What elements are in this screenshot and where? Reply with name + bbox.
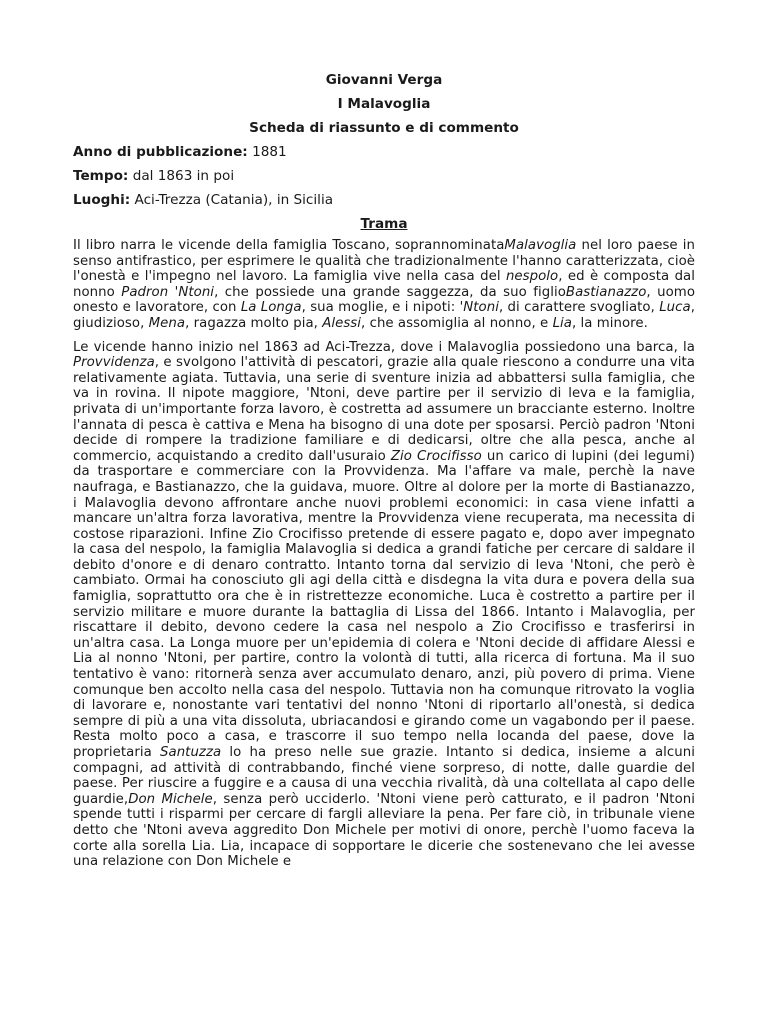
text-run: , ed è composta dal nonno [73, 269, 696, 300]
text-run: Il libro narra le vicende della famiglia Toscano, soprannominata [73, 238, 505, 253]
meta-label: Tempo: [73, 168, 129, 184]
document-subtitle: Scheda di riassunto e di commento [249, 120, 519, 136]
author-name: Giovanni Verga [325, 72, 443, 88]
text-run: , uomo onesto e lavoratore, con [73, 284, 695, 316]
italic-name: Santuzza [160, 745, 222, 760]
italic-name: Alessi [322, 315, 362, 331]
text-run: , che assomiglia al nonno, e [361, 315, 553, 331]
italic-name: Lia [552, 315, 572, 331]
meta-publication-year [73, 140, 695, 164]
italic-name: Bastianazzo [565, 284, 647, 300]
italic-name: Luca [659, 300, 691, 316]
text-run: Le vicende hanno inizio nel 1863 ad Aci-Trezza, dove i Malavoglia possiedono una barca, la [73, 339, 695, 355]
italic-name: nespolo [505, 269, 559, 285]
text-run: , che possiede una grande saggezza, da suo figlio [214, 284, 566, 300]
plot-paragraph [73, 340, 695, 870]
text-run: , e svolgono l'attività di pescatori, grazie alla quale riescono a condurre una vita relativamente agiata. Tuttavia, una serie di sventure inizia ad abbattersi sulla famiglia, che va in rovina. Il nipote maggiore, 'Ntoni, deve partire per il servizio di leva e la famiglia, privata di un'importante forza lavoro, è costretta ad assumere un bracciante esterno. Inoltre l'annata di pesca è cattiva e Mena ha bisogno di una dote per sposarsi. Perciò padron 'Ntoni decide di rompere la tradizione familiare e di dedicarsi, oltre che alla pesca, anche al commercio, acquistando a credito dall'usuraio [73, 355, 695, 464]
italic-name: Provvidenza [73, 355, 155, 371]
italic-name: 'Ntoni [459, 300, 499, 316]
book-title: I Malavoglia [337, 96, 431, 112]
meta-label: Anno di pubblicazione: [73, 144, 248, 160]
text-run: , ragazza molto pia, [185, 315, 323, 331]
italic-name: Mena [148, 315, 186, 331]
text-run: lo ha preso nelle sue grazie. Intanto si dedica, insieme a alcuni compagni, ad attività di contrabbando, finché viene sorpreso, di notte, dalle guardie del paese. Per riuscire a fuggire e a causa di una vecchia rivalità, dà una coltellata al capo delle guardie, [73, 745, 695, 807]
section-title-trama: Trama [360, 216, 408, 232]
meta-label: Luoghi: [73, 192, 131, 208]
meta-time [73, 164, 695, 188]
italic-name: La Longa [240, 300, 302, 316]
meta-places [73, 188, 695, 212]
text-run: , giudizioso, [73, 300, 695, 331]
italic-name: Zio Crocifisso [390, 448, 482, 464]
text-run: , sua moglie, e i nipoti: [301, 300, 460, 316]
plot-paragraph [73, 238, 695, 332]
italic-name: Padron 'Ntoni [121, 284, 215, 300]
meta-value: Aci-Trezza (Catania), in Sicilia [134, 192, 334, 208]
plot-body [73, 238, 695, 870]
text-run: un carico di lupini (dei legumi) da trasportare e commerciare con la Provvidenza. Ma l'affare va male, perchè la nave naufraga, e Bastianazzo, che la guidava, muore. Oltre al dolore per la morte di Bastianazzo, i Malavoglia devono affrontare anche nuovi problemi economici: in casa viene infatti a mancare un'altra forza lavorativa, mentre la Provvidenza viene recuperata, ma necessita di costose riparazioni. Infine Zio Crocifisso pretende di essere pagato e, dopo aver impegnato la casa del nespolo, la famiglia Malavoglia si dedica a grandi fatiche per cercare di saldare il debito d'onore e di denaro contratto. Intanto torna dal servizio di leva 'Ntoni, che però è cambiato. Ormai ha conosciuto gli agi della città e disdegna la vita dura e povera della sua famiglia, soprattutto ora che è in ristrettezze economiche. Luca è costretto a partire per il servizio militare e muore durante la battaglia di Lissa del 1866. Intanto i Malavoglia, per riscattare il debito, devono cedere la casa nel nespolo a Zio Crocifisso e trasferirsi in un'altra casa. La Longa muore per un'epidemia di colera e 'Ntoni decide di affidare Alessi e Lia al nonno 'Ntoni, per partire, contro la volontà di tutti, alla ricerca di fortuna. Ma il suo tentativo è vano: ritornerà senza aver accumulato denaro, anzi, più povero di prima. Viene comunque ben accolto nella casa del nespolo. Tuttavia non ha comunque ritrovato la voglia di lavorare e, nonostante vari tentativi del nonno 'Ntoni di riportarlo all'onestà, si dedica sempre di più a una vita dissoluta, ubriacandosi e girando come un vagabondo per il paese. Resta molto poco a casa, e trascorre il suo tempo nella locanda del paese, dove la proprietaria [73, 448, 696, 760]
meta-value: 1881 [252, 144, 287, 160]
text-run: nel loro paese in senso antifrastico, per esprimere le qualità che tradizionalmente l'hanno caratterizzata, cioè l'onestà e l'impegno nel lavoro. La famiglia vive nella casa del [73, 238, 696, 285]
italic-name: Malavoglia [504, 238, 577, 253]
italic-name: Don Michele [128, 791, 213, 807]
text-run: , di carattere svogliato, [498, 300, 660, 316]
text-run: , senza però ucciderlo. 'Ntoni viene però catturato, e il padron 'Ntoni spende tutti i risparmi per cercare di fargli alleviare la pena. Per fare ciò, in tribunale viene detto che 'Ntoni aveva aggredito Don Michele per motivi di onore, perchè l'uomo faceva la corte alla sorella Lia. Lia, incapace di sopportare le dicerie che sostenevano che lei avesse una relazione con Don Michele e [73, 791, 695, 870]
meta-value: dal 1863 in poi [132, 168, 235, 184]
text-run: , la minore. [571, 315, 648, 331]
